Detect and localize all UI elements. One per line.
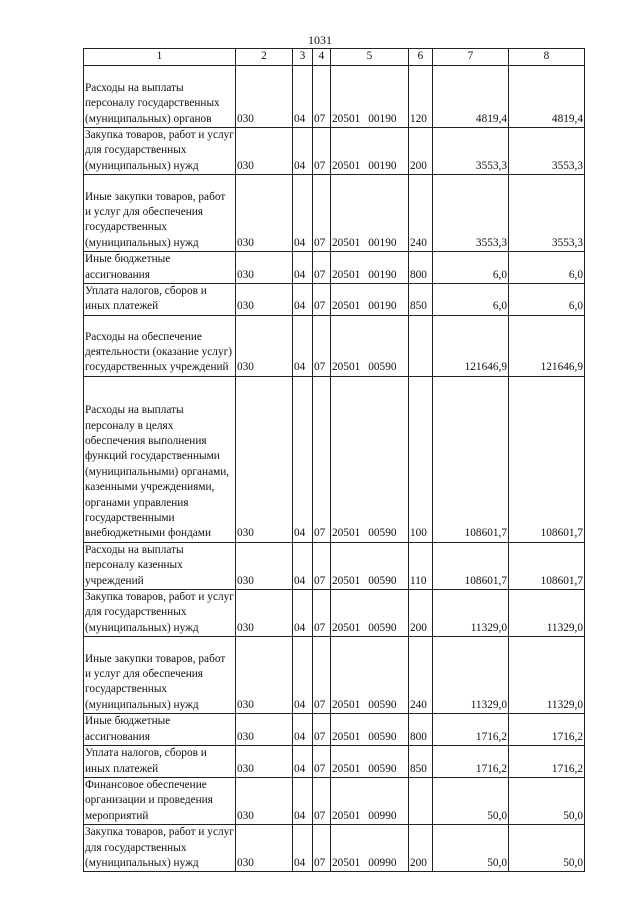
cell-amount-year2: 6,0 [509, 252, 585, 284]
cell-target-article [331, 746, 409, 778]
table-row [84, 542, 585, 589]
cell-subsection: 07 [313, 825, 331, 872]
cell-amount-year1: 3553,3 [433, 128, 509, 175]
cell-subsection: 07 [313, 175, 331, 252]
cell-expense-type: 240 [409, 637, 433, 714]
cell-expense-type: 850 [409, 746, 433, 778]
cell-expense-type: 110 [409, 542, 433, 589]
target-article-part1: 20501 [332, 621, 361, 634]
cell-subsection: 07 [313, 284, 331, 316]
cell-section: 04 [293, 376, 313, 542]
cell-section: 04 [293, 284, 313, 316]
table-row [84, 637, 585, 714]
cell-amount-year2: 108601,7 [509, 542, 585, 589]
cell-target-article [331, 777, 409, 824]
cell-section: 04 [293, 315, 313, 376]
column-header: 1 [84, 49, 236, 66]
cell-section: 04 [293, 590, 313, 637]
target-article-part1: 20501 [332, 527, 361, 540]
cell-subsection: 07 [313, 542, 331, 589]
page-number: 1031 [308, 33, 332, 47]
row-name: Иные закупки товаров, работ и услуг для обеспечения государственных (муниципальных) нужд [84, 175, 236, 252]
cell-target-article [331, 376, 409, 542]
cell-section: 04 [293, 175, 313, 252]
cell-target-article [331, 175, 409, 252]
column-header: 2 [236, 49, 293, 66]
cell-ministry-code: 030 [236, 825, 293, 872]
cell-expense-type: 800 [409, 714, 433, 746]
cell-amount-year1: 50,0 [433, 825, 509, 872]
cell-expense-type [409, 315, 433, 376]
cell-section: 04 [293, 777, 313, 824]
column-header: 3 [293, 49, 313, 66]
row-name: Иные закупки товаров, работ и услуг для обеспечения государственных (муниципальных) нужд [84, 637, 236, 714]
table-row [84, 714, 585, 746]
cell-target-article [331, 825, 409, 872]
target-article-part1: 20501 [332, 300, 361, 313]
cell-subsection: 07 [313, 590, 331, 637]
cell-amount-year1: 3553,3 [433, 175, 509, 252]
row-name: Закупка товаров, работ и услуг для государственных (муниципальных) нужд [84, 825, 236, 872]
target-article-part1: 20501 [332, 236, 361, 249]
cell-target-article [331, 252, 409, 284]
cell-expense-type: 200 [409, 825, 433, 872]
cell-amount-year1: 4819,4 [433, 66, 509, 128]
target-article-part2: 00590 [368, 698, 397, 711]
cell-amount-year1: 108601,7 [433, 542, 509, 589]
cell-ministry-code: 030 [236, 746, 293, 778]
cell-amount-year1: 6,0 [433, 252, 509, 284]
target-article-part1: 20501 [332, 361, 361, 374]
cell-subsection: 07 [313, 637, 331, 714]
cell-target-article [331, 590, 409, 637]
cell-ministry-code: 030 [236, 252, 293, 284]
cell-subsection: 07 [313, 315, 331, 376]
row-name: Иные бюджетные ассигнования [84, 252, 236, 284]
row-name: Расходы на обеспечение деятельности (оказание услуг) государственных учреждений [84, 315, 236, 376]
table-header-row [84, 49, 585, 66]
cell-expense-type: 100 [409, 376, 433, 542]
row-name: Закупка товаров, работ и услуг для государственных (муниципальных) нужд [84, 590, 236, 637]
cell-section: 04 [293, 66, 313, 128]
target-article-part2: 00190 [368, 236, 397, 249]
table-row [84, 66, 585, 128]
cell-ministry-code: 030 [236, 542, 293, 589]
row-name: Уплата налогов, сборов и иных платежей [84, 746, 236, 778]
cell-expense-type: 200 [409, 590, 433, 637]
target-article-part1: 20501 [332, 762, 361, 775]
cell-amount-year1: 121646,9 [433, 315, 509, 376]
row-name: Закупка товаров, работ и услуг для государственных (муниципальных) нужд [84, 128, 236, 175]
cell-section: 04 [293, 825, 313, 872]
cell-amount-year2: 3553,3 [509, 175, 585, 252]
table-row [84, 315, 585, 376]
cell-amount-year2: 1716,2 [509, 714, 585, 746]
cell-amount-year2: 11329,0 [509, 590, 585, 637]
target-article-part2: 00190 [368, 300, 397, 313]
cell-section: 04 [293, 128, 313, 175]
cell-subsection: 07 [313, 714, 331, 746]
cell-expense-type: 120 [409, 66, 433, 128]
cell-ministry-code: 030 [236, 590, 293, 637]
cell-expense-type: 240 [409, 175, 433, 252]
target-article-part2: 00590 [368, 527, 397, 540]
cell-expense-type: 850 [409, 284, 433, 316]
cell-target-article [331, 284, 409, 316]
cell-section: 04 [293, 252, 313, 284]
cell-amount-year2: 50,0 [509, 825, 585, 872]
cell-amount-year2: 121646,9 [509, 315, 585, 376]
cell-subsection: 07 [313, 128, 331, 175]
row-name: Расходы на выплаты персоналу государственных (муниципальных) органов [84, 66, 236, 128]
table-row [84, 590, 585, 637]
cell-amount-year1: 1716,2 [433, 714, 509, 746]
cell-section: 04 [293, 637, 313, 714]
cell-ministry-code: 030 [236, 284, 293, 316]
cell-amount-year1: 11329,0 [433, 637, 509, 714]
target-article-part1: 20501 [332, 112, 361, 125]
cell-expense-type [409, 777, 433, 824]
cell-section: 04 [293, 714, 313, 746]
table-row [84, 746, 585, 778]
cell-expense-type: 200 [409, 128, 433, 175]
target-article-part2: 00190 [368, 112, 397, 125]
cell-amount-year2: 11329,0 [509, 637, 585, 714]
row-name: Уплата налогов, сборов и иных платежей [84, 284, 236, 316]
target-article-part1: 20501 [332, 856, 361, 869]
column-header: 4 [313, 49, 331, 66]
target-article-part1: 20501 [332, 809, 361, 822]
cell-ministry-code: 030 [236, 66, 293, 128]
target-article-part2: 00590 [368, 361, 397, 374]
cell-subsection: 07 [313, 66, 331, 128]
cell-subsection: 07 [313, 746, 331, 778]
cell-amount-year2: 108601,7 [509, 376, 585, 542]
cell-target-article [331, 542, 409, 589]
target-article-part2: 00590 [368, 730, 397, 743]
table-row [84, 175, 585, 252]
cell-target-article [331, 637, 409, 714]
table-row [84, 376, 585, 542]
target-article-part2: 00590 [368, 574, 397, 587]
cell-amount-year2: 1716,2 [509, 746, 585, 778]
column-header: 7 [433, 49, 509, 66]
table-row [84, 128, 585, 175]
cell-ministry-code: 030 [236, 175, 293, 252]
table-row [84, 777, 585, 824]
target-article-part2: 00990 [368, 809, 397, 822]
cell-amount-year1: 11329,0 [433, 590, 509, 637]
cell-amount-year1: 6,0 [433, 284, 509, 316]
target-article-part1: 20501 [332, 730, 361, 743]
cell-amount-year2: 50,0 [509, 777, 585, 824]
cell-subsection: 07 [313, 376, 331, 542]
cell-ministry-code: 030 [236, 315, 293, 376]
cell-section: 04 [293, 542, 313, 589]
target-article-part1: 20501 [332, 698, 361, 711]
cell-amount-year2: 4819,4 [509, 66, 585, 128]
target-article-part1: 20501 [332, 159, 361, 172]
cell-amount-year1: 1716,2 [433, 746, 509, 778]
cell-expense-type: 800 [409, 252, 433, 284]
cell-ministry-code: 030 [236, 128, 293, 175]
cell-ministry-code: 030 [236, 637, 293, 714]
cell-amount-year2: 3553,3 [509, 128, 585, 175]
column-header: 6 [409, 49, 433, 66]
row-name: Расходы на выплаты персоналу казенных учреждений [84, 542, 236, 589]
cell-subsection: 07 [313, 777, 331, 824]
cell-ministry-code: 030 [236, 376, 293, 542]
cell-amount-year1: 108601,7 [433, 376, 509, 542]
target-article-part2: 00190 [368, 159, 397, 172]
row-name: Иные бюджетные ассигнования [84, 714, 236, 746]
target-article-part2: 00590 [368, 621, 397, 634]
target-article-part1: 20501 [332, 574, 361, 587]
cell-target-article [331, 714, 409, 746]
cell-target-article [331, 66, 409, 128]
target-article-part2: 00190 [368, 268, 397, 281]
target-article-part2: 00590 [368, 762, 397, 775]
table-row [84, 284, 585, 316]
cell-ministry-code: 030 [236, 714, 293, 746]
cell-amount-year2: 6,0 [509, 284, 585, 316]
cell-ministry-code: 030 [236, 777, 293, 824]
cell-target-article [331, 128, 409, 175]
cell-subsection: 07 [313, 252, 331, 284]
target-article-part1: 20501 [332, 268, 361, 281]
cell-amount-year1: 50,0 [433, 777, 509, 824]
column-header: 8 [509, 49, 585, 66]
cell-section: 04 [293, 746, 313, 778]
table-row [84, 252, 585, 284]
column-header: 5 [331, 49, 409, 66]
target-article-part2: 00990 [368, 856, 397, 869]
row-name: Финансовое обеспечение организации и проведения мероприятий [84, 777, 236, 824]
cell-target-article [331, 315, 409, 376]
row-name: Расходы на выплаты персоналу в целях обеспечения выполнения функций государственными (муниципальными) органами, казенными учреждениями, органами управления государственными внебюджетными фондами [84, 376, 236, 542]
table-row [84, 825, 585, 872]
budget-table [83, 48, 585, 872]
